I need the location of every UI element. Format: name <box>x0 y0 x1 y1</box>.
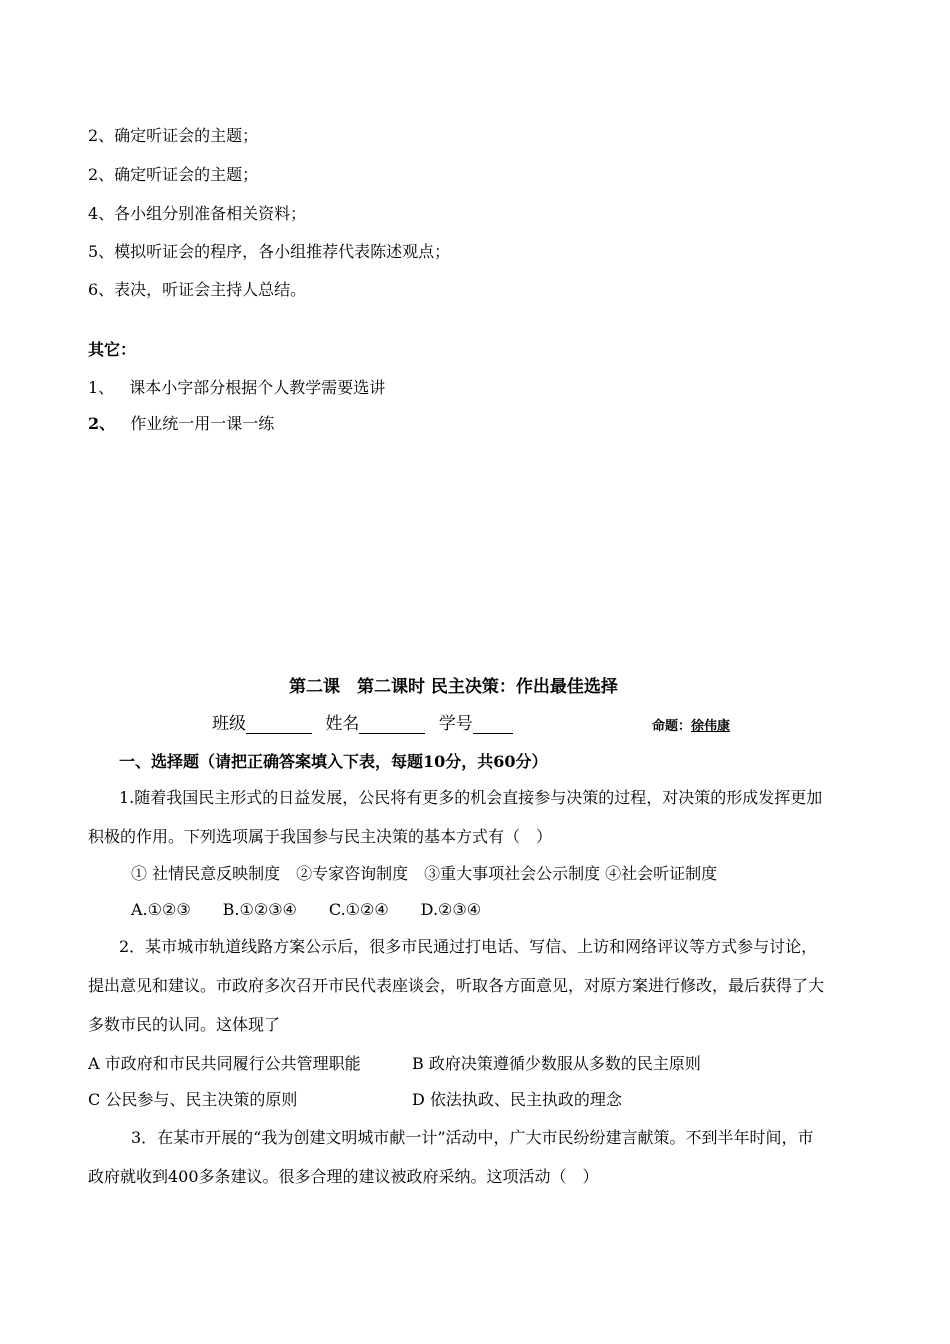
question-2-line: 提出意见和建议。市政府多次召开市民代表座谈会，听取各方面意见，对原方案进行修改，最后获得了大 <box>88 976 825 995</box>
student-info-row <box>212 714 513 734</box>
step-item: 2、确定听证会的主题； <box>88 126 259 145</box>
author-label: 命题： <box>652 719 692 734</box>
question-1-options: A.①②③ B.①②③④ C.①②④ D.②③④ <box>131 900 482 919</box>
question-1-line: 1.随着我国民主形式的日益发展，公民将有更多的机会直接参与决策的过程，对决策的形成发挥更加 <box>119 788 823 807</box>
step-item: 5、模拟听证会的程序，各小组推荐代表陈述观点； <box>88 242 451 261</box>
class-blank[interactable] <box>246 715 312 734</box>
question-2-line: 多数市民的认同。这体现了 <box>88 1015 281 1034</box>
section-heading: 一、选择题（请把正确答案填入下表，每题10分，共60分） <box>119 752 548 771</box>
question-2-option-a: A 市政府和市民共同履行公共管理职能 <box>88 1054 361 1073</box>
other-item-text: 课本小字部分根据个人教学需要选讲 <box>129 378 386 397</box>
author-line <box>652 717 730 737</box>
other-heading: 其它： <box>88 340 137 359</box>
question-2-line: 2．某市城市轨道线路方案公示后，很多市民通过打电话、写信、上访和网络评议等方式参与讨论， <box>119 937 818 956</box>
question-1-line: 积极的作用。下列选项属于我国参与民主决策的基本方式有（ ） <box>88 827 553 846</box>
author-name: 徐伟康 <box>691 719 731 734</box>
other-item <box>88 414 274 434</box>
question-2-option-b: B 政府决策遵循少数服从多数的民主原则 <box>412 1054 701 1073</box>
question-3-line: 政府就收到400多条建议。很多合理的建议被政府采纳。这项活动（ ） <box>88 1167 599 1186</box>
quiz-title: 第二课 第二课时 民主决策：作出最佳选择 <box>289 677 618 697</box>
other-item <box>88 378 385 398</box>
step-item: 2、确定听证会的主题； <box>88 165 259 184</box>
other-item-text: 作业统一用一课一练 <box>130 414 275 433</box>
question-2-option-d: D 依法执政、民主执政的理念 <box>412 1090 622 1109</box>
number-label: 学号 <box>438 714 473 734</box>
other-item-number: 2、 <box>88 414 116 433</box>
number-blank[interactable] <box>473 715 513 734</box>
question-2-option-c: C 公民参与、民主决策的原则 <box>88 1090 298 1109</box>
class-label: 班级 <box>212 714 246 734</box>
step-item: 6、表决，听证会主持人总结。 <box>88 280 307 299</box>
step-item: 4、各小组分别准备相关资料； <box>88 204 307 223</box>
question-1-statements: ① 社情民意反映制度 ②专家咨询制度 ③重大事项社会公示制度 ④社会听证制度 <box>131 864 718 883</box>
name-blank[interactable] <box>359 715 425 734</box>
question-3-line: 3．在某市开展的“我为创建文明城市献一计”活动中，广大市民纷纷建言献策。不到半年时间，市 <box>131 1128 814 1147</box>
other-item-number: 1、 <box>88 378 115 397</box>
name-label: 姓名 <box>325 714 360 734</box>
